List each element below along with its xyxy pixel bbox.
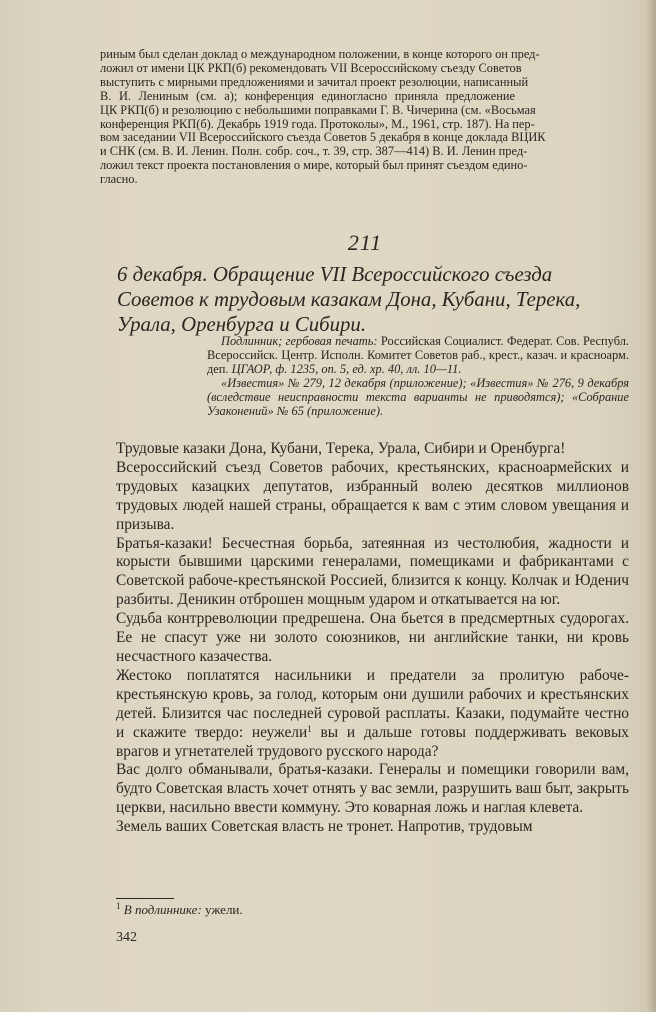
- body-paragraph: [116, 667, 629, 762]
- original-label: Подлинник; гербовая печать:: [221, 334, 378, 348]
- document-title: 6 декабря. Обращение VII Всероссийского съезда Советов к трудовым казакам Дона, Кубани, Терека, Урала, Оренбурга и Сибири.: [117, 263, 581, 336]
- page-edge-shadow: [646, 0, 656, 1012]
- body-paragraph: Братья-казаки! Бесчестная борьба, затеянная из честолюбия, жадности и корысти бывшими царскими генералами, помещиками и фабрикантами с Советской рабоче-крестьянской Россией, близится к концу. Колчак и Юденич разбиты. Деникин отброшен мощным ударом и откатывается на юг.: [116, 534, 629, 609]
- original-text: Российская Социалист. Федерат. Сов. Республ. Всероссийск. Центр. Исполн. Комитет Советов раб., крест., казач. и красноарм. деп.: [207, 334, 629, 376]
- paragraph-text: вы и дальше готовы поддерживать вековых врагов и угнетателей трудового русского народа?: [116, 723, 629, 760]
- footnote-reference: 1: [307, 723, 312, 734]
- paragraph-text: Жестоко поплатятся насильники и предатели за пролитую рабоче-крестьянскую кровь, за голод, которым они душили рабочих и крестьянских детей. Близится час последней суровой расплаты. Казаки, подумайте честно и скажите твердо: неужели: [116, 666, 629, 741]
- footnote-label: В подлиннике:: [123, 902, 202, 917]
- footnote-divider: [116, 898, 174, 899]
- note-line: ЦК РКП(б) и резолюцию с небольшими поправками Г. В. Чичерина (см. «Восьмая: [100, 102, 536, 117]
- note-line: ложил от имени ЦК РКП(б) рекомендовать VII Всероссийскому съезду Советов: [100, 60, 522, 75]
- note-line: конференция РКП(б). Декабрь 1919 года. Протоколы», М., 1961, стр. 187). На пер-: [100, 116, 535, 131]
- note-line: и СНК (см. В. И. Ленин. Полн. собр. соч., т. 39, стр. 387—414) В. И. Ленин пред-: [100, 144, 528, 159]
- archive-reference: ЦГАОР, ф. 1235, оп. 5, ед. хр. 40, лл. 10—11.: [231, 362, 462, 376]
- original-description: [207, 334, 629, 376]
- note-line: вом заседании VII Всероссийского съезда Советов 5 декабря в конце доклада ВЦИК: [100, 130, 546, 145]
- note-line: выступить с мирными предложениями и зачитал проект резолюции, написанный: [100, 74, 529, 89]
- body-paragraph: Трудовые казаки Дона, Кубани, Терека, Урала, Сибири и Оренбурга!: [116, 440, 566, 457]
- source-reference: [207, 334, 629, 418]
- note-line: гласно.: [100, 172, 138, 187]
- preceding-note: [100, 48, 630, 187]
- footnote-marker: 1: [116, 901, 121, 911]
- note-line: риным был сделан доклад о международном положении, в конце которого он пред-: [100, 47, 540, 61]
- body-paragraph: Земель ваших Советская власть не тронет. Напротив, трудовым: [116, 818, 533, 836]
- note-line: ложил текст проекта постановления о мире, который был принят съездом едино-: [100, 158, 528, 173]
- page-number: 342: [116, 930, 137, 945]
- document-body: [116, 440, 629, 837]
- document-number: 211: [347, 230, 383, 255]
- body-paragraph: Судьба контрреволюции предрешена. Она бьется в предсмертных судорогах. Ее не спасут уже ни золото союзников, ни английские танки, ни кровь несчастного казачества.: [116, 610, 629, 665]
- note-line: В. И. Лениным (см. а); конференция единогласно приняла предложение: [100, 88, 515, 103]
- body-paragraph: Вас долго обманывали, братья-казаки. Генералы и помещики говорили вам, будто Советская власть хочет отнять у вас земли, разрушить ваш быт, закрыть церкви, насильно ввести коммуну. Это коварная ложь и наглая клевета.: [116, 761, 629, 817]
- body-paragraph: Всероссийский съезд Советов рабочих, крестьянских, красноармейских и трудовых казацких депутатов, избранный волею десятков миллионов трудовых людей нашей страны, обращается к вам с этим словом увещания и призыва.: [116, 458, 629, 533]
- footnote-text: ужели.: [205, 902, 243, 917]
- publications: «Известия» № 279, 12 декабря (приложение); «Известия» № 276, 9 декабря (вследствие неисправности текста варианты не приводятся); «Собрание Узаконений» № 65 (приложение).: [207, 376, 629, 418]
- footnote: [116, 902, 616, 918]
